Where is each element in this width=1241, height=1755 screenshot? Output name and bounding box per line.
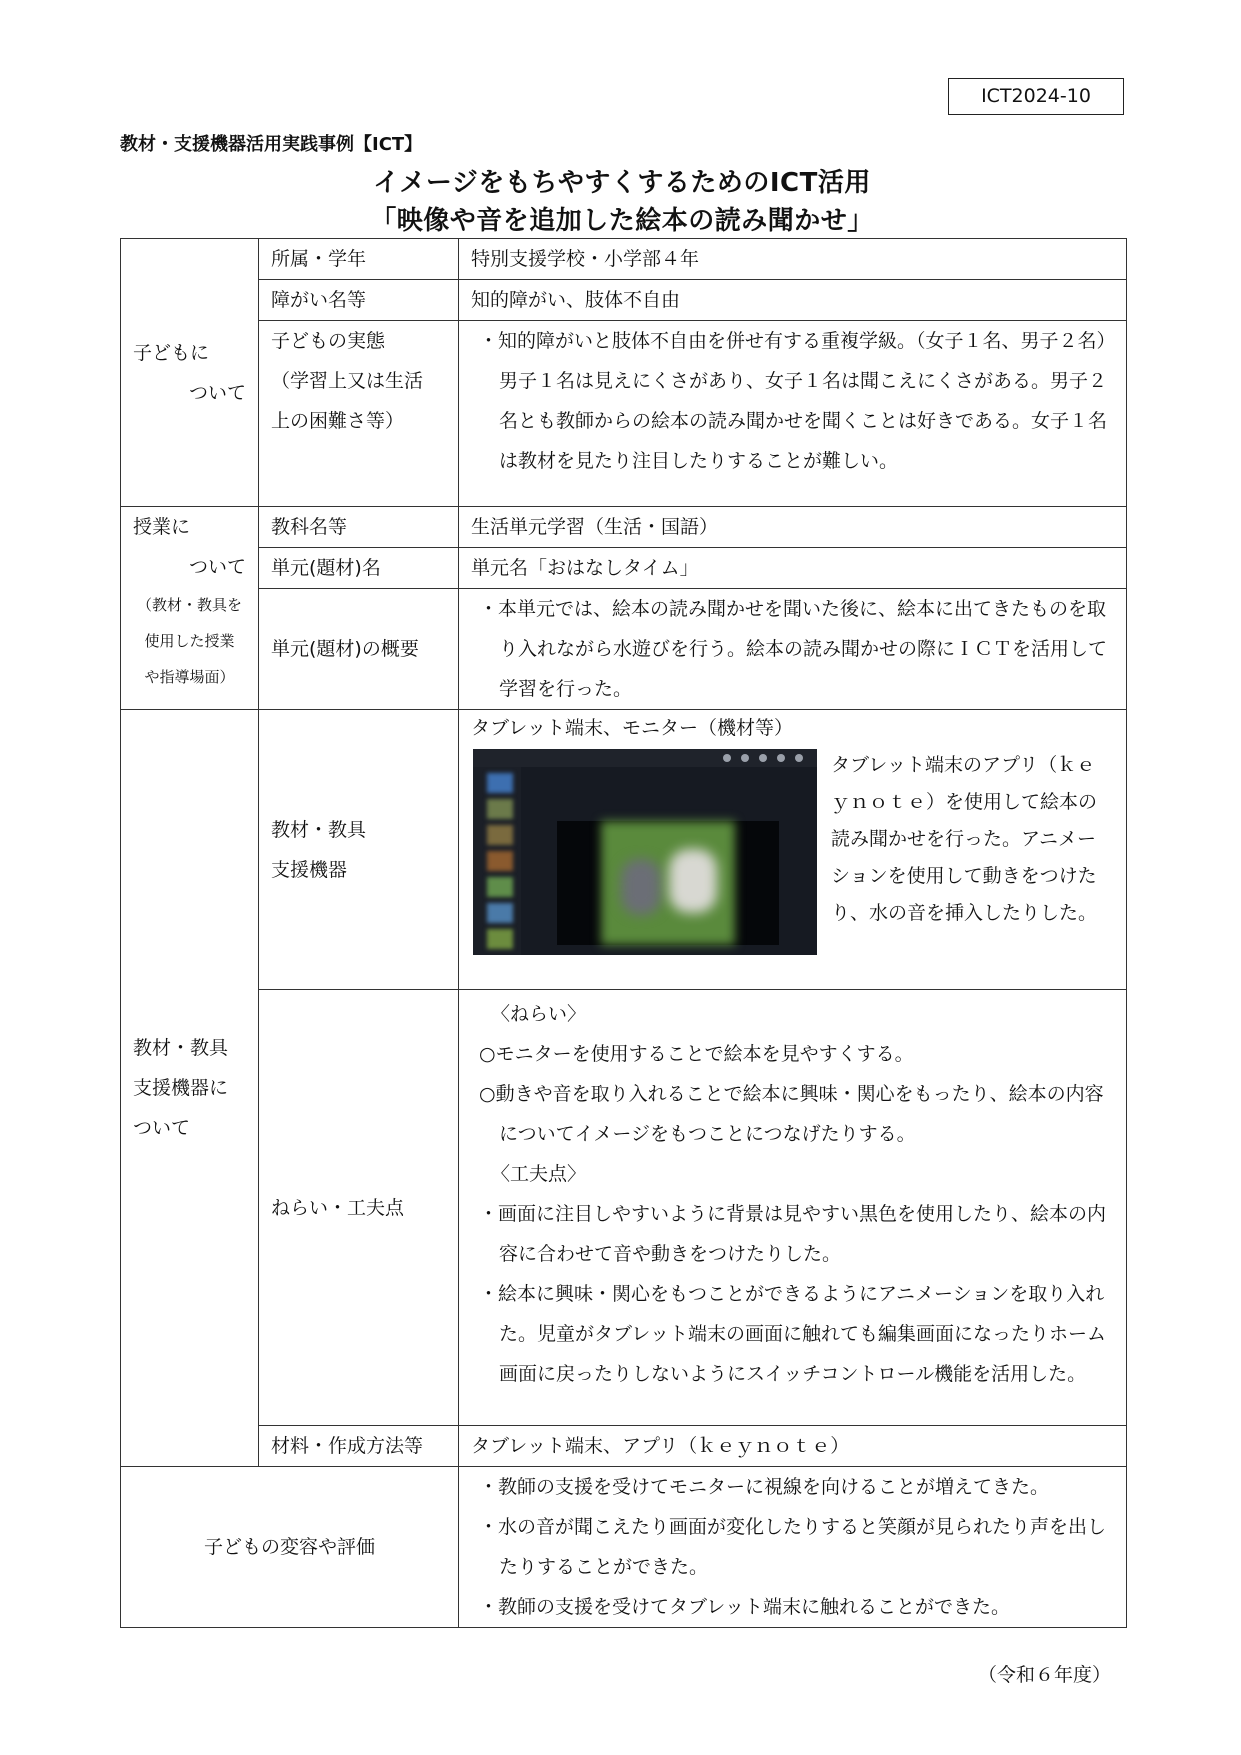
slide-navigator	[473, 767, 521, 955]
row-value: 特別支援学校・小学部４年	[459, 239, 1127, 280]
evaluation-item: ・教師の支援を受けてタブレット端末に触れることができた。	[479, 1596, 1011, 1618]
illustration-character	[669, 849, 717, 913]
row-value: 知的障がい、肢体不自由	[459, 280, 1127, 321]
category-heading: 教材・支援機器活用実践事例【ICT】	[120, 134, 423, 155]
slide-thumbnail	[487, 799, 513, 819]
toolbar-icon	[723, 754, 731, 762]
aim-item: ○モニターを使用することで絵本を見やすくする。	[479, 1043, 914, 1065]
section-label-equipment	[121, 710, 259, 1467]
equipment-heading: タブレット端末、モニター（機材等）	[471, 717, 794, 739]
table-row	[121, 548, 1127, 589]
evaluation-item: ・教師の支援を受けてモニターに視線を向けることが増えてきた。	[479, 1476, 1050, 1498]
aim-heading: 〈ねらい〉	[491, 1003, 587, 1025]
table-row	[121, 710, 1127, 990]
point-heading: 〈工夫点〉	[491, 1163, 587, 1185]
row-label-line: （学習上又は生活	[271, 370, 424, 392]
section-label-note: （教材・教具を	[136, 596, 242, 614]
point-item: ・画面に注目しやすいように背景は見やすい黒色を使用したり、絵本の内容に合わせて音や動きをつけたりした。	[479, 1203, 1107, 1265]
row-value: 生活単元学習（生活・国語）	[459, 507, 1127, 548]
section-label-note: 使用した授業	[144, 632, 235, 650]
row-value	[459, 589, 1127, 710]
row-label-line: 教材・教具	[271, 818, 367, 841]
row-label: ねらい・工夫点	[259, 990, 459, 1426]
section-label-child	[121, 239, 259, 507]
table-row	[121, 239, 1127, 280]
section-label-lesson	[121, 507, 259, 710]
slide-thumbnail	[487, 903, 513, 923]
section-label-note: や指導場面）	[144, 668, 235, 686]
row-label: 単元(題材)名	[259, 548, 459, 589]
section-label-evaluation: 子どもの変容や評価	[121, 1467, 459, 1628]
table-row	[121, 1467, 1127, 1628]
row-value-equipment	[459, 710, 1127, 990]
toolbar-icon	[777, 754, 785, 762]
evaluation-item: ・水の音が聞こえたり画面が変化したりすると笑顔が見られたり声を出したりすることができた。	[479, 1516, 1107, 1578]
toolbar-icon	[741, 754, 749, 762]
table-row	[121, 1426, 1127, 1467]
row-label-line: 上の困難さ等）	[271, 410, 405, 432]
section-label-line: 授業に	[133, 516, 191, 538]
situation-text: ・知的障がいと肢体不自由を併せ有する重複学級。（女子１名、男子２名）男子１名は見えにくさがあり、女子１名は聞こえにくさがある。男子２名とも教師からの絵本の読み聞かせを聞くことは好きである。女子１名は教材を見たり注目したりすることが難しい。	[479, 330, 1108, 472]
row-label-situation	[259, 321, 459, 507]
row-label: 教科名等	[259, 507, 459, 548]
overview-text: ・本単元では、絵本の読み聞かせを聞いた後に、絵本に出てきたものを取り入れながら水遊びを行う。絵本の読み聞かせの際にＩＣＴを活用して学習を行った。	[479, 598, 1108, 700]
row-label-equipment	[259, 710, 459, 990]
point-item: ・絵本に興味・関心をもつことができるようにアニメーションを取り入れた。児童がタブレット端末の画面に触れても編集画面になったりホーム画面に戻ったりしないようにスイッチコントロール機能を活用した。	[479, 1283, 1107, 1385]
page-subtitle: 「映像や音を追加した絵本の読み聞かせ」	[370, 206, 874, 236]
table-row	[121, 280, 1127, 321]
table-row	[121, 507, 1127, 548]
table-row	[121, 321, 1127, 507]
app-toolbar	[473, 749, 817, 767]
row-value: タブレット端末、アプリ（ｋｅｙｎｏｔｅ）	[459, 1426, 1127, 1467]
tablet-screenshot-image	[473, 749, 817, 955]
illustration-character	[621, 859, 661, 915]
table-row	[121, 589, 1127, 710]
aim-item: ○動きや音を取り入れることで絵本に興味・関心をもったり、絵本の内容についてイメージをもつことにつなげたりする。	[479, 1083, 1104, 1145]
row-value-aims	[459, 990, 1127, 1426]
row-label: 障がい名等	[259, 280, 459, 321]
row-label-line: 子どもの実態	[271, 330, 386, 352]
slide-thumbnail	[487, 773, 513, 793]
document-id-box: ICT2024-10	[948, 78, 1124, 115]
row-value-evaluation	[459, 1467, 1127, 1628]
section-label-line: 教材・教具	[133, 1037, 229, 1059]
fiscal-year-note: （令和６年度）	[977, 1664, 1111, 1686]
row-label: 単元(題材)の概要	[259, 589, 459, 710]
page-title: イメージをもちやすくするためのICT活用	[373, 168, 871, 198]
practice-table	[120, 238, 1127, 1628]
section-label-line: ついて	[133, 1117, 191, 1139]
slide-thumbnail	[487, 851, 513, 871]
row-label: 材料・作成方法等	[259, 1426, 459, 1467]
toolbar-icon	[759, 754, 767, 762]
section-label-line: 支援機器に	[133, 1077, 229, 1099]
slide-thumbnail	[487, 877, 513, 897]
table-row	[121, 990, 1127, 1426]
row-label: 所属・学年	[259, 239, 459, 280]
row-value-situation	[459, 321, 1127, 507]
slide-thumbnail	[487, 929, 513, 949]
slide-thumbnail	[487, 825, 513, 845]
section-label-line: ついて	[188, 381, 246, 404]
row-value: 単元名「おはなしタイム」	[459, 548, 1127, 589]
toolbar-icon	[795, 754, 803, 762]
row-label-line: 支援機器	[271, 858, 348, 881]
equipment-text: タブレット端末のアプリ（ｋｅｙｎｏｔｅ）を使用して絵本の読み聞かせを行った。アニメーションを使用して動きをつけたり、水の音を挿入したりした。	[831, 754, 1098, 924]
section-label-line: ついて	[188, 556, 246, 578]
section-label-line: 子どもに	[133, 341, 210, 364]
